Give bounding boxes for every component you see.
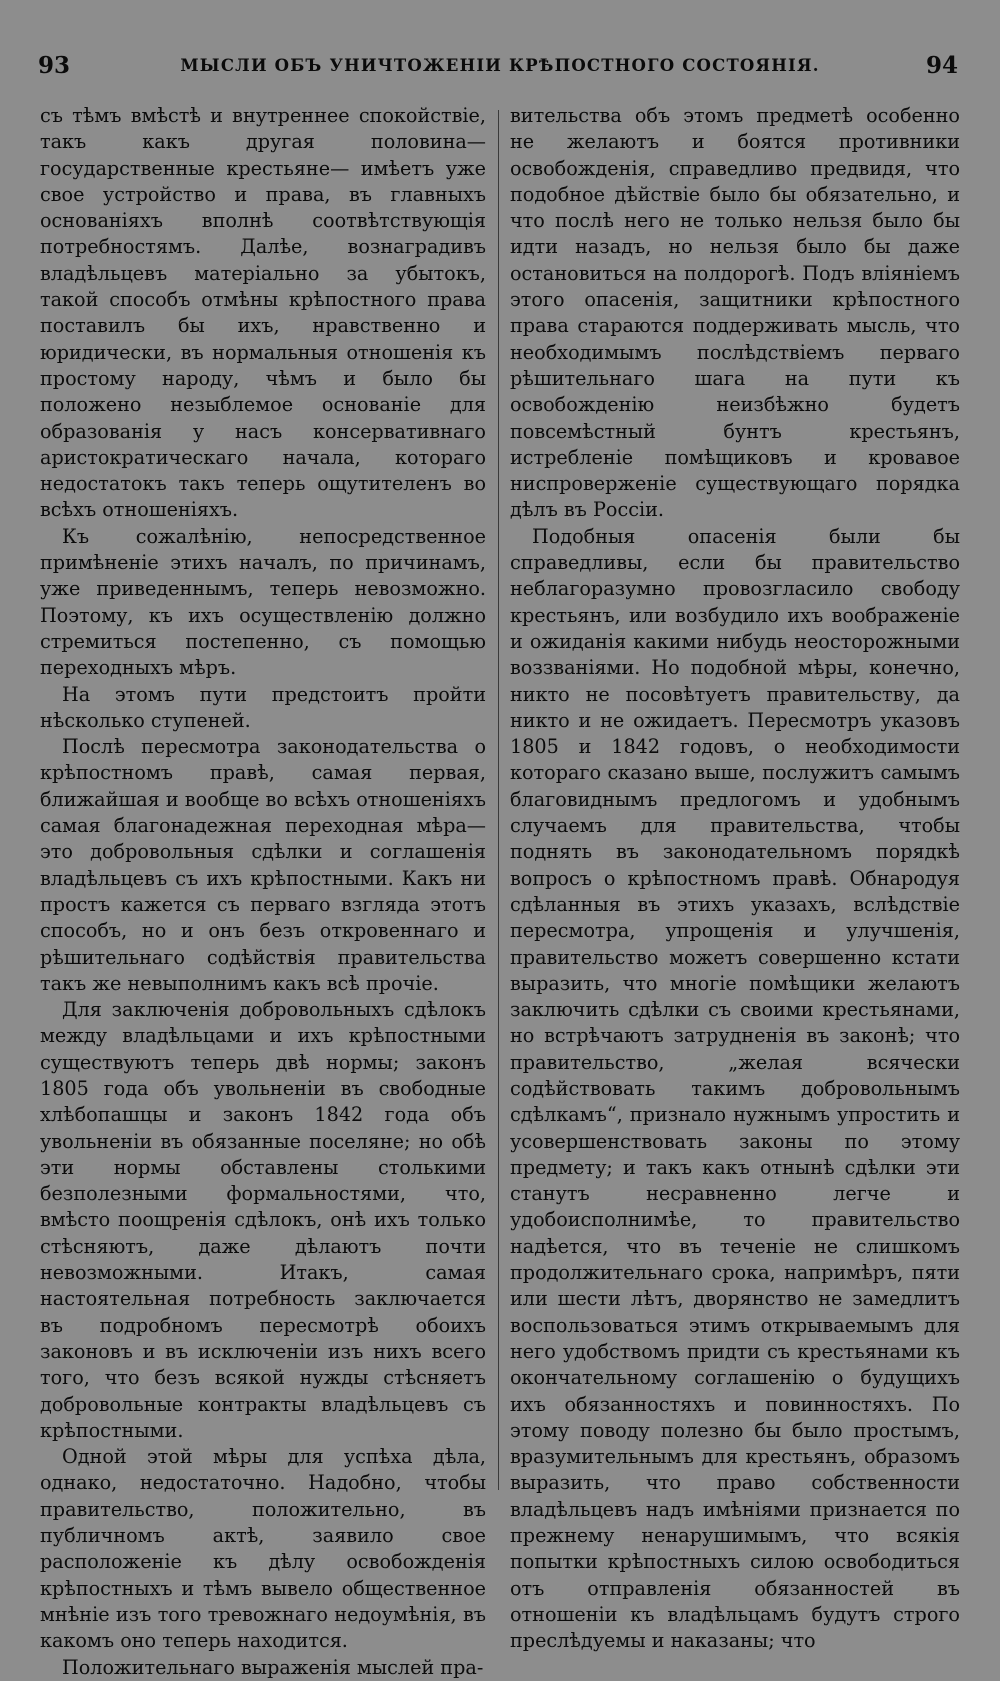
page-header — [0, 52, 1000, 86]
running-title: МЫСЛИ ОБЪ УНИЧТОЖЕНІИ КРѢПОСТНОГО СОСТОЯНІЯ. — [180, 56, 820, 75]
column-divider — [498, 110, 499, 1490]
page-number-right: 94 — [925, 52, 958, 79]
paragraph: Къ сожалѣнію, непосредственное примѣненіе этихъ началъ, по причинамъ, уже приведеннымъ, теперь невозможно. Поэтому, къ ихъ осуществленію должно стремиться постепенно, съ помощью переходныхъ мѣръ. — [40, 524, 486, 680]
left-column — [40, 103, 486, 1679]
right-column — [510, 103, 960, 1653]
paragraph: Подобныя опасенія были бы справедливы, если бы правительство неблагоразумно провозгласило свободу крестьянъ, или возбудило ихъ воображеніе и ожиданія какими нибудь неосторожными воззваніями. Но подобной мѣры, конечно, никто не посовѣтуетъ правительству, да никто и не ожидаетъ. Пересмотръ указовъ 1805 и 1842 годовъ, о необходимости котораго сказано выше, послужитъ самымъ благовиднымъ предлогомъ и удобнымъ случаемъ для правительства, чтобы поднять въ законодательномъ порядкѣ вопросъ о крѣпостномъ правѣ. Обнародуя сдѣланныя въ этихъ указахъ, вслѣдствіе пересмотра, упрощенія и улучшенія, правительство можетъ совершенно кстати выразить, что многіе помѣщики желаютъ заключить сдѣлки съ своими крестьянами, но встрѣчаютъ затрудненія въ законѣ; что правительство, „желая всячески содѣйствовать такимъ добровольнымъ сдѣлкамъ“, признало нужнымъ упростить и усовершенствовать законы по этому предмету; и такъ какъ отнынѣ сдѣлки эти станутъ несравненно легче и удобоисполнимѣе, то правительство надѣется, что въ теченіе не слишкомъ продолжительнаго срока, напримѣръ, пяти или шести лѣтъ, дворянство не замедлитъ воспользоваться этимъ открываемымъ для него удобствомъ придти съ крестьянами къ окончательному соглашенію о будущихъ ихъ обязанностяхъ и повинностяхъ. По этому поводу полезно бы было простымъ, вразумительнымъ для крестьянъ, образомъ выразить, что право собственности владѣльцевъ надъ имѣніями признается по прежнему ненарушимымъ, что всякія попытки крѣпостныхъ силою освободиться отъ отправленія обязанностей въ отношеніи къ владѣльцамъ будутъ строго преслѣдуемы и наказаны; что — [510, 524, 960, 1653]
paragraph: На этомъ пути предстоитъ пройти нѣсколько ступеней. — [40, 682, 486, 732]
paragraph: вительства объ этомъ предметѣ особенно не желаютъ и боятся противники освобожденія, справедливо предвидя, что подобное дѣйствіе было бы обязательно, и что послѣ него не только нельзя было бы идти назадъ, но нельзя было бы даже остановиться на полдорогѣ. Подъ вліяніемъ этого опасенія, защитники крѣпостного права стараются поддерживать мысль, что необходимымъ послѣдствіемъ перваго рѣшительнаго шага на пути къ освобожденію неизбѣжно будетъ повсемѣстный бунтъ крестьянъ, истребленіе помѣщиковъ и кровавое ниспроверженіе существующаго порядка дѣлъ въ Россіи. — [510, 104, 960, 522]
paragraph: Для заключенія добровольныхъ сдѣлокъ между владѣльцами и ихъ крѣпостными существуютъ теперь двѣ нормы; законъ 1805 года объ увольненіи въ свободные хлѣбопашцы и законъ 1842 года объ увольненіи въ обязанные поселяне; но обѣ эти нормы обставлены столькими безполезными формальностями, что, вмѣсто поощренія сдѣлокъ, онѣ ихъ только стѣсняютъ, даже дѣлаютъ почти невозможными. Итакъ, самая настоятельная потребность заключается въ подробномъ пересмотрѣ обоихъ законовъ и въ исключеніи изъ нихъ всего того, что безъ всякой нужды стѣсняетъ добровольные контракты владѣльцевъ съ крѣпостными. — [40, 998, 486, 1442]
page-number-left: 93 — [38, 52, 71, 79]
paragraph: Положительнаго выраженія мыслей пра- — [62, 1655, 484, 1679]
paragraph: Послѣ пересмотра законодательства о крѣпостномъ правѣ, самая первая, ближайшая и вообще во всѣхъ отношеніяхъ самая благонадежная переходная мѣра—это добровольныя сдѣлки и соглашенія владѣльцевъ съ ихъ крѣпостными. Какъ ни простъ кажется съ перваго взгляда этотъ способъ, но и онъ безъ откровеннаго и рѣшительнаго содѣйствія правительства такъ же невыполнимъ какъ всѣ прочіе. — [40, 735, 486, 995]
paragraph: съ тѣмъ вмѣстѣ и внутреннее спокойствіе, такъ какъ другая половина— государственные крестьяне— имѣетъ уже свое устройство и права, въ главныхъ основаніяхъ вполнѣ соотвѣтствующія потребностямъ. Далѣе, вознаградивъ владѣльцевъ матеріально за убытокъ, такой способъ отмѣны крѣпостного права поставилъ бы ихъ, нравственно и юридически, въ нормальныя отношенія къ простому народу, чѣмъ и было бы положено незыблемое основаніе для образованія у насъ консервативнаго аристократическаго начала, котораго недостатокъ такъ теперь ощутителенъ во всѣхъ отношеніяхъ. — [40, 104, 486, 522]
paragraph: Одной этой мѣры для успѣха дѣла, однако, недостаточно. Надобно, чтобы правительство, положительно, въ публичномъ актѣ, заявило свое расположеніе къ дѣлу освобожденія крѣпостныхъ и тѣмъ вывело общественное мнѣніе изъ того тревожнаго недоумѣнія, въ какомъ оно теперь находится. — [40, 1445, 486, 1653]
